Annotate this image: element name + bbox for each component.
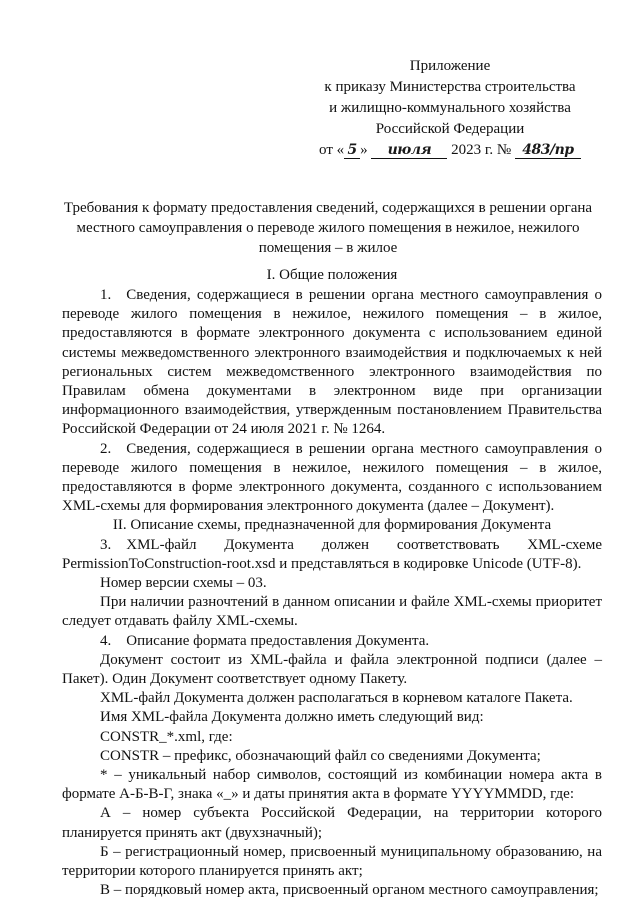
paragraph-4: Номер версии схемы – 03. <box>100 575 267 592</box>
paragraph-7: Документ состоит из XML-файла и файла электронной подписи (далее – Пакет). Один Документ соответствует одному Пакету. <box>62 651 602 688</box>
order-number-handwritten: 483/пр <box>522 142 574 158</box>
paragraph-5: При наличии разночтений в данном описании и файле XML-схемы приоритет следует отдавать файлу XML-схемы. <box>62 594 602 630</box>
paragraph-14: Б – регистрационный номер, присвоенный муниципальному образованию, на территории которого планируется принять акт; <box>62 843 602 880</box>
date-mid: » <box>360 142 368 158</box>
paragraph-9: Имя XML-файла Документа должно иметь следующий вид: <box>100 709 484 726</box>
paragraph-8: XML-файл Документа должен располагаться в корневом каталоге Пакета. <box>100 690 573 707</box>
appendix-country-line: Российской Федерации <box>375 121 525 137</box>
order-number-field <box>515 142 581 159</box>
document-title: Требования к формату предоставления сведений, содержащихся в решении органа местного самоуправления о переводе жилого помещения в нежилое, нежилого помещения – в жилое <box>63 200 593 256</box>
document-body <box>62 286 602 901</box>
year-and-number-label: 2023 г. № <box>451 142 512 158</box>
date-month-field <box>371 142 447 159</box>
order-date-line <box>300 140 600 161</box>
appendix-ministry-line: и жилищно-коммунального хозяйства <box>329 100 571 116</box>
section-1-heading: I. Общие положения <box>266 267 398 283</box>
paragraph-11: CONSTR – префикс, обозначающий файл со сведениями Документа; <box>100 747 541 764</box>
appendix-header <box>300 56 600 161</box>
paragraph-3: 3. XML-файл Документа должен соответствовать XML-схеме PermissionToConstruction-root.xsd и представляться в кодировке Unicode (UTF-8). <box>62 536 602 572</box>
date-prefix: от « <box>319 142 345 158</box>
appendix-order-line: к приказу Министерства строительства <box>324 79 576 95</box>
paragraph-2: 2. Сведения, содержащиеся в решении органа местного самоуправления о переводе жилого помещения в нежилое, нежилого помещения – в жилое, предоставляются в форме электронного документа, созданного с использованием XML-схемы для формирования электронного документа (далее – Документ). <box>62 440 602 515</box>
date-month-handwritten: июля <box>387 142 432 158</box>
paragraph-15: В – порядковый номер акта, присвоенный органом местного самоуправления; <box>100 882 599 899</box>
appendix-label: Приложение <box>409 58 491 74</box>
paragraph-6: 4. Описание формата предоставления Документа. <box>100 632 430 649</box>
section-2-heading: II. Описание схемы, предназначенной для формирования Документа <box>112 517 552 534</box>
date-day-handwritten: 5 <box>347 142 357 158</box>
paragraph-1: 1. Сведения, содержащиеся в решении органа местного самоуправления о переводе жилого помещения в нежилое, нежилого помещения – в жилое, предоставляются в формате электронного документа с использованием единой системы межведомственного электронного взаимодействия и подключаемых к ней региональных систем межведомственного электронного взаимодействия по Правилам обмена документами в электронном виде при организации информационного взаимодействия, утвержденным постановлением Правительства Российской Федерации от 24 июля 2021 г. № 1264. <box>62 287 602 438</box>
paragraph-12: * – уникальный набор символов, состоящий из комбинации номера акта в формате А-Б-В-Г, знака «_» и даты принятия акта в формате YYYYMMDD, где: <box>62 767 602 803</box>
paragraph-10: CONSTR_*.xml, где: <box>100 728 233 745</box>
paragraph-13: А – номер субъекта Российской Федерации, на территории которого планируется принять акт (двухзначный); <box>62 805 602 841</box>
date-day-field <box>344 142 360 159</box>
